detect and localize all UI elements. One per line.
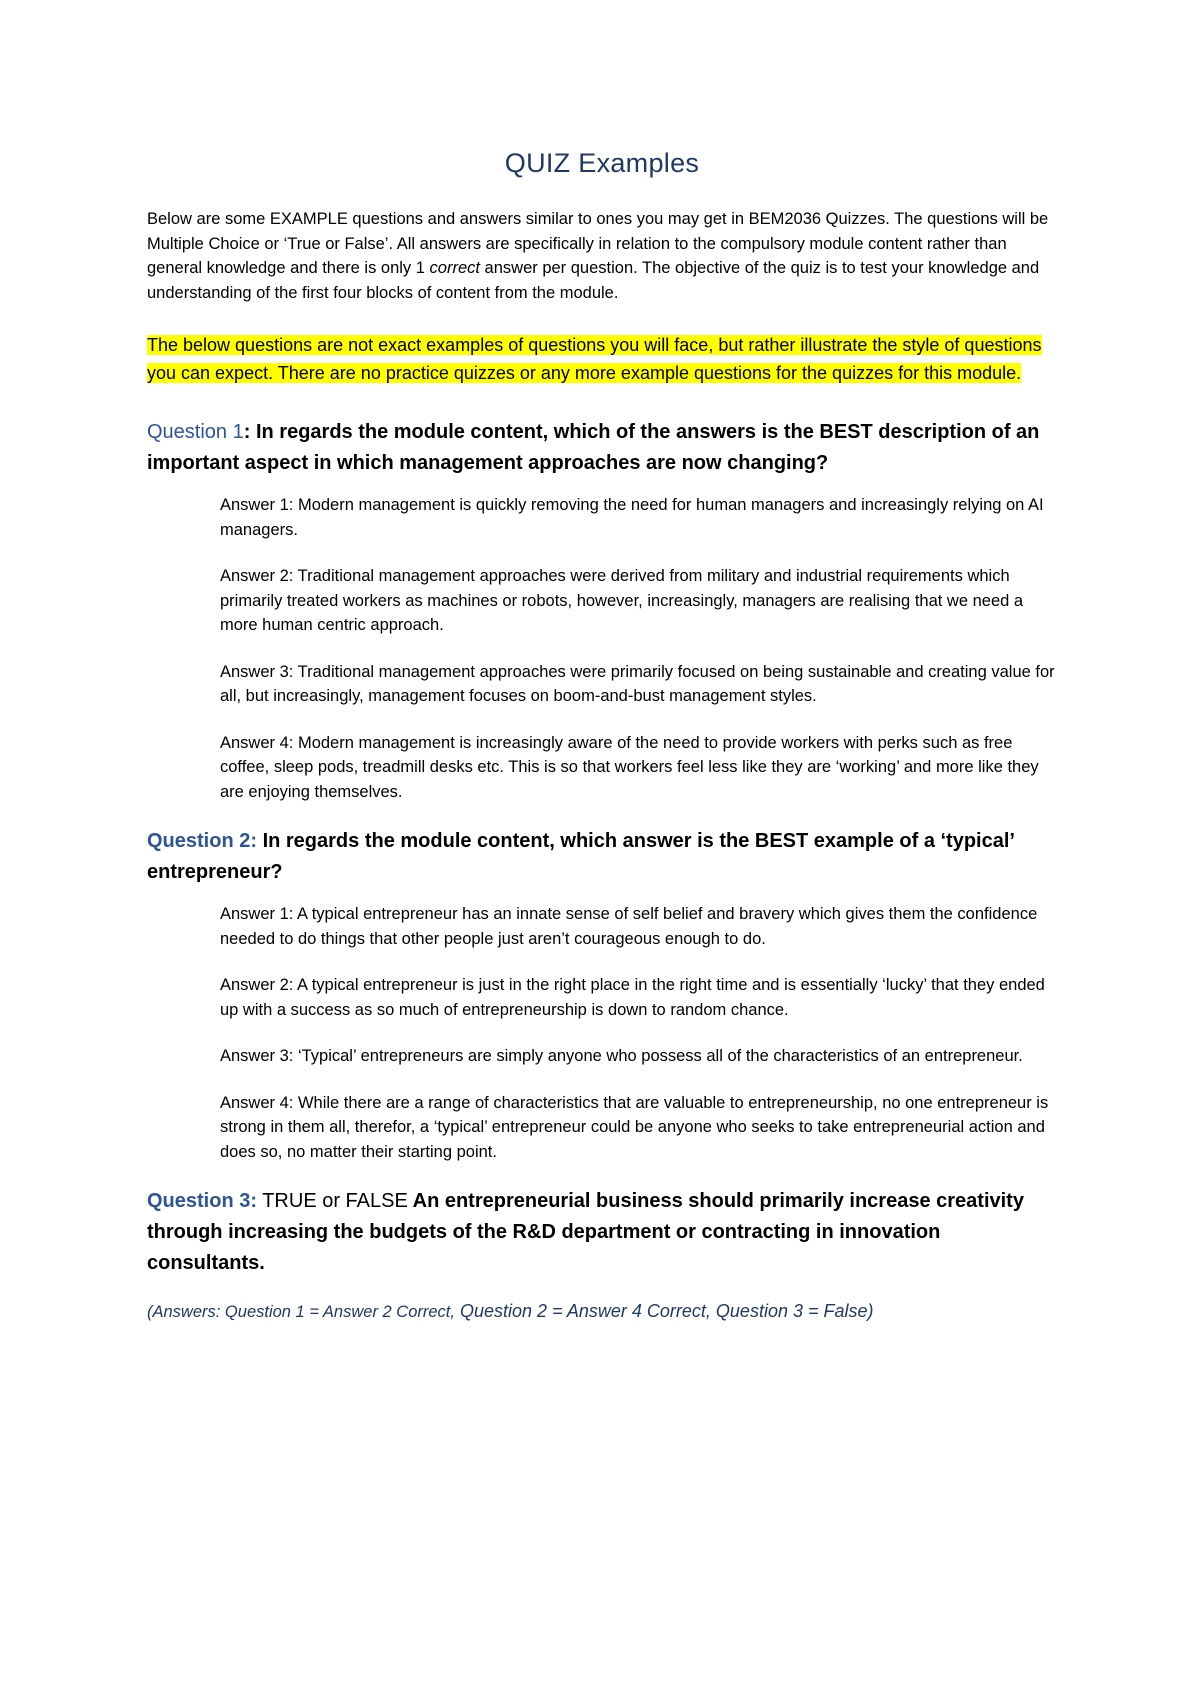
answer-key-part-2: Question 2 = Answer 4 Correct, Question 3 = False)	[454, 1301, 874, 1321]
question-2-text: In regards the module content, which answer is the BEST example of a ‘typical’ entrepreneur?	[147, 830, 1014, 883]
q2-answer-1	[220, 902, 1057, 951]
q2-answer-1-text: A typical entrepreneur has an innate sense of self belief and bravery which gives them the confidence needed to do things that other people just aren’t courageous enough to do.	[220, 905, 1038, 948]
q1-answer-1-text: Modern management is quickly removing the need for human managers and increasingly relying on AI managers.	[220, 496, 1044, 539]
question-2	[147, 826, 1057, 888]
question-3-label: Question 3:	[147, 1190, 258, 1212]
page-title: QUIZ Examples	[504, 148, 700, 178]
q1-answer-2-label: Answer 2:	[220, 567, 294, 585]
answer-key-part-1: (Answers: Question 1 = Answer 2 Correct,	[147, 1303, 455, 1321]
q1-answer-2	[220, 564, 1057, 638]
question-3-text: An entrepreneurial business should primarily increase creativity through increasing the budgets of the R&D department or contracting in innovation consultants.	[147, 1190, 1024, 1274]
q2-answer-2-label: Answer 2:	[220, 976, 294, 994]
answer-key	[147, 1297, 1057, 1326]
q1-answer-3	[220, 660, 1057, 709]
q1-answer-1	[220, 493, 1057, 542]
intro-text-2: answer per question. The objective of the quiz is to test your knowledge and understanding of the first four blocks of content from the module.	[147, 259, 1040, 302]
q1-answer-3-text: Traditional management approaches were primarily focused on being sustainable and creating value for all, but increasingly, management focuses on boom-and-bust management styles.	[220, 662, 1055, 705]
highlight-sentence-2: There are no practice quizzes or any more example questions for the quizzes for this module.	[273, 363, 1022, 383]
q1-answer-3-label: Answer 3:	[220, 662, 294, 681]
intro-text-1: Below are some EXAMPLE questions and answers similar to ones you may get in BEM2036 Quizzes. The questions will be Multiple Choice or ‘True or False’. All answers are specifically in relation to the compulsory module content rather than general knowledge and there is only 1	[147, 210, 1049, 277]
q2-answer-1-label: Answer 1:	[220, 905, 294, 923]
question-1-answers	[220, 493, 1057, 804]
q2-answer-3-text: ‘Typical’ entrepreneurs are simply anyone who possess all of the characteristics of an entrepreneur.	[293, 1047, 1023, 1065]
q2-answer-4-label: Answer 4:	[220, 1093, 294, 1112]
question-3	[147, 1186, 1057, 1279]
q2-answer-3	[220, 1044, 1057, 1069]
question-2-label: Question 2:	[147, 830, 258, 852]
question-1-label: Question 1	[147, 421, 244, 443]
q2-answer-4	[220, 1091, 1057, 1165]
q1-answer-2-text: Traditional management approaches were derived from military and industrial requirements which primarily treated workers as machines or robots, however, increasingly, managers are realising that we need a more human centric approach.	[220, 567, 1024, 634]
q2-answer-2-text: A typical entrepreneur is just in the right place in the right time and is essentially ‘lucky’ that they ended up with a success as so much of entrepreneurship is down to random chance.	[220, 976, 1045, 1019]
q1-answer-4-text: Modern management is increasingly aware of the need to provide workers with perks such as free coffee, sleep pods, treadmill desks etc. This is so that workers feel less like they are ‘working’ and more like they are enjoying themselves.	[220, 733, 1039, 801]
question-1-colon: :	[243, 421, 256, 443]
question-1	[147, 417, 1057, 479]
highlight-sentence-1: The below questions are not exact examples of questions you will face, but rather illustrate the style of questions you can expect.	[147, 335, 1042, 383]
q2-answer-3-label: Answer 3:	[220, 1047, 294, 1065]
q2-answer-2	[220, 973, 1057, 1022]
highlighted-note	[147, 331, 1057, 387]
q1-answer-1-label: Answer 1:	[220, 496, 294, 514]
intro-emphasis: correct	[429, 259, 480, 277]
q2-answer-4-text: While there are a range of characteristics that are valuable to entrepreneurship, no one entrepreneur is strong in them all, therefor, a ‘typical’ entrepreneur could be anyone who seeks to take entrepreneurial action and does so, no matter their starting point.	[220, 1093, 1049, 1161]
question-3-true-false: TRUE or FALSE	[257, 1190, 408, 1212]
intro-paragraph	[147, 207, 1057, 305]
question-1-text: In regards the module content, which of the answers is the BEST description of an important aspect in which management approaches are now changing?	[147, 421, 1040, 474]
document-content	[147, 148, 1057, 1344]
question-2-answers	[220, 902, 1057, 1164]
q1-answer-4-label: Answer 4:	[220, 733, 294, 752]
q1-answer-4	[220, 731, 1057, 805]
